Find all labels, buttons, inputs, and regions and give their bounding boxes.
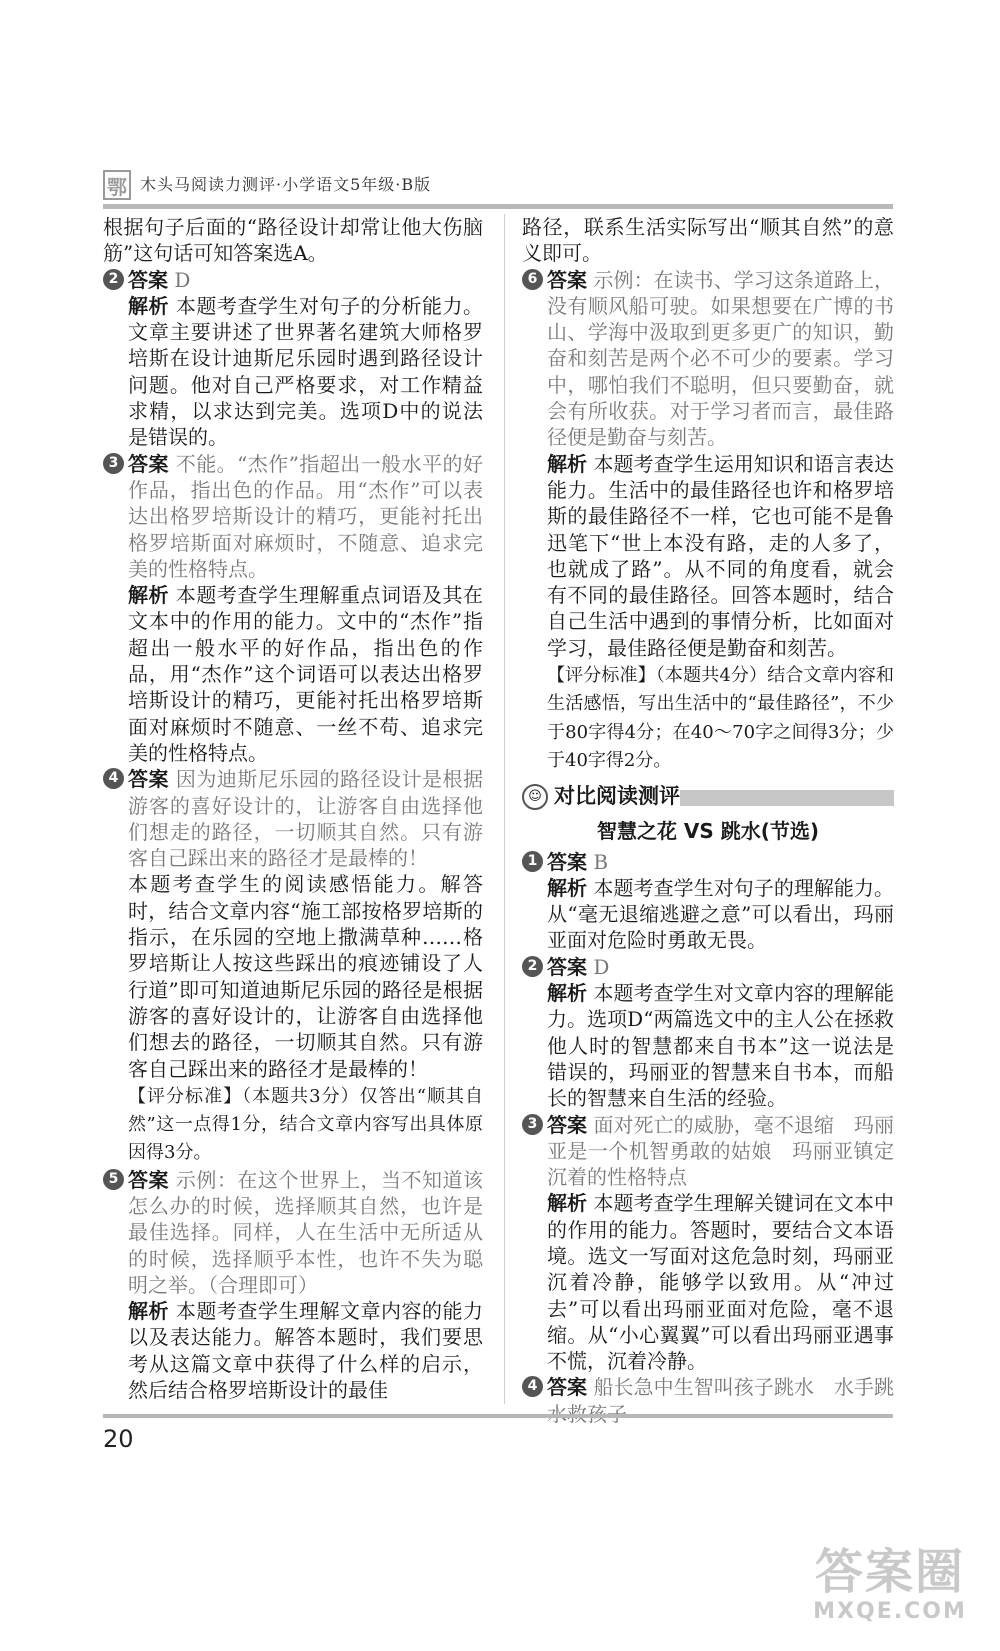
analysis-text: 本题考查学生运用知识和语言表达能力。生活中的最佳路径也许和格罗培斯的最佳路径不一样，它也可能不是鲁迅笔下“世上本没有路，走的人多了，也就成了路”。从不同的角度看，就会有不同的最佳路径。回答本题时，结合自己生活中遇到的事情分析，比如面对学习，最佳路径便是勤奋和刻苦。 [547, 451, 895, 660]
question-number: 1 [522, 851, 543, 872]
header-title: 木头马阅读力测评·小学语文5年级·B版 [140, 175, 432, 194]
section-title: 对比阅读测评 [554, 784, 680, 809]
answer-label: 答案 [128, 267, 168, 292]
analysis-label: 解析 [547, 451, 588, 476]
intro-text: 根据句子后面的“路径设计却常让他大伤脑筋”这句话可知答案选A。 [103, 215, 483, 266]
continued-text: 路径，联系生活实际写出“顺其自然”的意义即可。 [522, 215, 894, 266]
scoring-criteria: 【评分标准】（本题共3分）仅答出“顺其自然”这一点得1分，结合文章内容写出具体原因得3分。 [128, 1085, 483, 1164]
question-number: 2 [522, 956, 543, 977]
section-header [522, 782, 894, 816]
comparison-question-4 [522, 1374, 894, 1427]
answer-label: 答案 [128, 767, 170, 792]
question-6 [522, 267, 894, 775]
page-number: 20 [103, 1425, 134, 1453]
footer-rule [103, 1414, 893, 1418]
answer-text: 船长急中生智叫孩子跳水 水手跳 [593, 1375, 895, 1400]
answer-text: 示例：在这个世界上，当不知道该怎么办的时候，选择顺其自然，也许是最佳选择。同样，人在生活中无所适从的时候，选择顺乎本性，也许不失为聪明之举。（合理即可） [128, 1167, 484, 1297]
analysis-text: 本题考查学生对句子的理解能力。从“毫无退缩逃避之意”可以看出，玛丽亚面对危险时勇敢无畏。 [547, 875, 895, 953]
answer-text: B [593, 849, 609, 874]
analysis-label: 解析 [547, 981, 588, 1006]
column-divider [504, 214, 505, 1404]
analysis-label: 解析 [547, 1191, 588, 1216]
answer-label: 答案 [547, 1112, 588, 1137]
answer-text: 因为迪斯尼乐园的路径设计是根据游客的喜好设计的，让游客自由选择他们想走的路径，一切顺其自然。只有游客自己踩出来的路径才是最棒的！ [128, 767, 484, 871]
analysis-label: 解析 [547, 875, 588, 900]
analysis-label: 解析 [128, 1299, 170, 1324]
face-icon: ☺ [522, 784, 548, 810]
passage-title: 智慧之花 VS 跳水(节选) [596, 819, 820, 844]
comparison-question-2 [522, 954, 894, 1112]
comparison-question-3 [522, 1112, 894, 1375]
question-number: 3 [522, 1114, 543, 1135]
left-column [103, 214, 483, 1403]
answer-text: 示例：在读书、学习这条道路上，没有顺风船可驶。如果想要在广博的书山、学海中汲取到更多更广的知识，勤奋和刻苦是两个必不可少的要素。学习中，哪怕我们不聪明，但只要勤奋，就会有所收获。对于学习者而言，最佳路径便是勤奋与刻苦。 [547, 267, 895, 450]
header-logo: 鄂 [103, 170, 131, 200]
question-number: 4 [522, 1376, 543, 1397]
analysis-label: 解析 [128, 293, 170, 318]
analysis-text: 本题考查学生理解重点词语及其在文本中的作用的能力。文中的“杰作”指超出一般水平的好作品，指出色的作品，用“杰作”这个词语可以表达出格罗培斯设计的精巧，更能衬托出格罗培斯面对麻烦时不随意、一丝不苟、追求完美的性格特点。 [128, 583, 484, 765]
answer-text: D [174, 267, 191, 292]
question-number: 5 [103, 1169, 124, 1190]
analysis-text: 本题考查学生理解关键词在文本中的作用的能力。答题时，要结合文本语境。选文一写面对这危急时刻，玛丽亚沉着冷静，能够学以致用。从“冲过去”可以看出玛丽亚面对危险，毫不退缩。从“小心翼翼”可以看出玛丽亚遇事不慌，沉着冷静。 [547, 1191, 895, 1374]
analysis-text: 本题考查学生对句子的分析能力。文章主要讲述了世界著名建筑大师格罗培斯在设计迪斯尼乐园时遇到路径设计问题。他对自己严格要求，对工作精益求精，以求达到完美。选项D中的说法是错误的。 [128, 293, 484, 450]
watermark-url: MXQE.COM [813, 1599, 967, 1624]
comparison-question-1 [522, 849, 894, 954]
analysis-label: 解析 [128, 583, 170, 608]
answer-text: 不能。“杰作”指超出一般水平的好作品，指出色的作品。用“杰作”可以表达出格罗培斯设计的精巧，更能衬托出格罗培斯面对麻烦时，不随意、追求完美的性格特点。 [128, 451, 484, 581]
section-bar [680, 790, 894, 806]
answer-label: 答案 [547, 849, 587, 874]
answer-label: 答案 [547, 954, 587, 979]
scoring-criteria: 【评分标准】（本题共4分）结合文章内容和生活感悟，写出生活中的“最佳路径”，不少于80字得4分；在40～70字之间得3分；少于40字得2分。 [547, 665, 894, 771]
question-number: 6 [522, 269, 543, 290]
answer-label: 答案 [547, 267, 588, 292]
question-5 [103, 1167, 483, 1404]
header-rule [103, 204, 893, 209]
question-3 [103, 451, 483, 767]
question-number: 3 [103, 453, 124, 474]
question-4 [103, 766, 483, 1166]
answer-label: 答案 [128, 451, 169, 476]
answer-label: 答案 [547, 1375, 588, 1400]
watermark-logo: 答案圈 [814, 1544, 965, 1600]
analysis-text: 本题考查学生的阅读感悟能力。解答时，结合文章内容“施工部按格罗培斯的指示，在乐园的空地上撒满草种……格罗培斯让人按这些踩出的痕迹铺设了人行道”即可知道迪斯尼乐园的路径是根据游客的喜好设计的，让游客自由选择他们想去的路径，一切顺其自然。只有游客自己踩出来的路径才是最棒的！ [128, 872, 483, 1081]
right-column [522, 214, 894, 1427]
answer-text: 面对死亡的威胁，毫不退缩 玛丽亚是一个机智勇敢的姑娘 玛丽亚镇定沉着的性格特点 [547, 1112, 895, 1190]
question-number: 4 [103, 768, 124, 789]
answer-label: 答案 [128, 1167, 170, 1192]
analysis-text: 本题考查学生理解文章内容的能力以及表达能力。解答本题时，我们要思考从这篇文章中获得了什么样的启示，然后结合格罗培斯设计的最佳 [128, 1299, 484, 1403]
question-number: 2 [103, 269, 124, 290]
answer-text: D [593, 954, 610, 979]
watermark [806, 1545, 974, 1627]
question-2 [103, 267, 483, 451]
analysis-text: 本题考查学生对文章内容的理解能力。选项D“两篇选文中的主人公在拯救他人时的智慧都来自书本”这一说法是错误的，玛丽亚的智慧来自书本，而船长的智慧来自生活的经验。 [547, 981, 895, 1111]
